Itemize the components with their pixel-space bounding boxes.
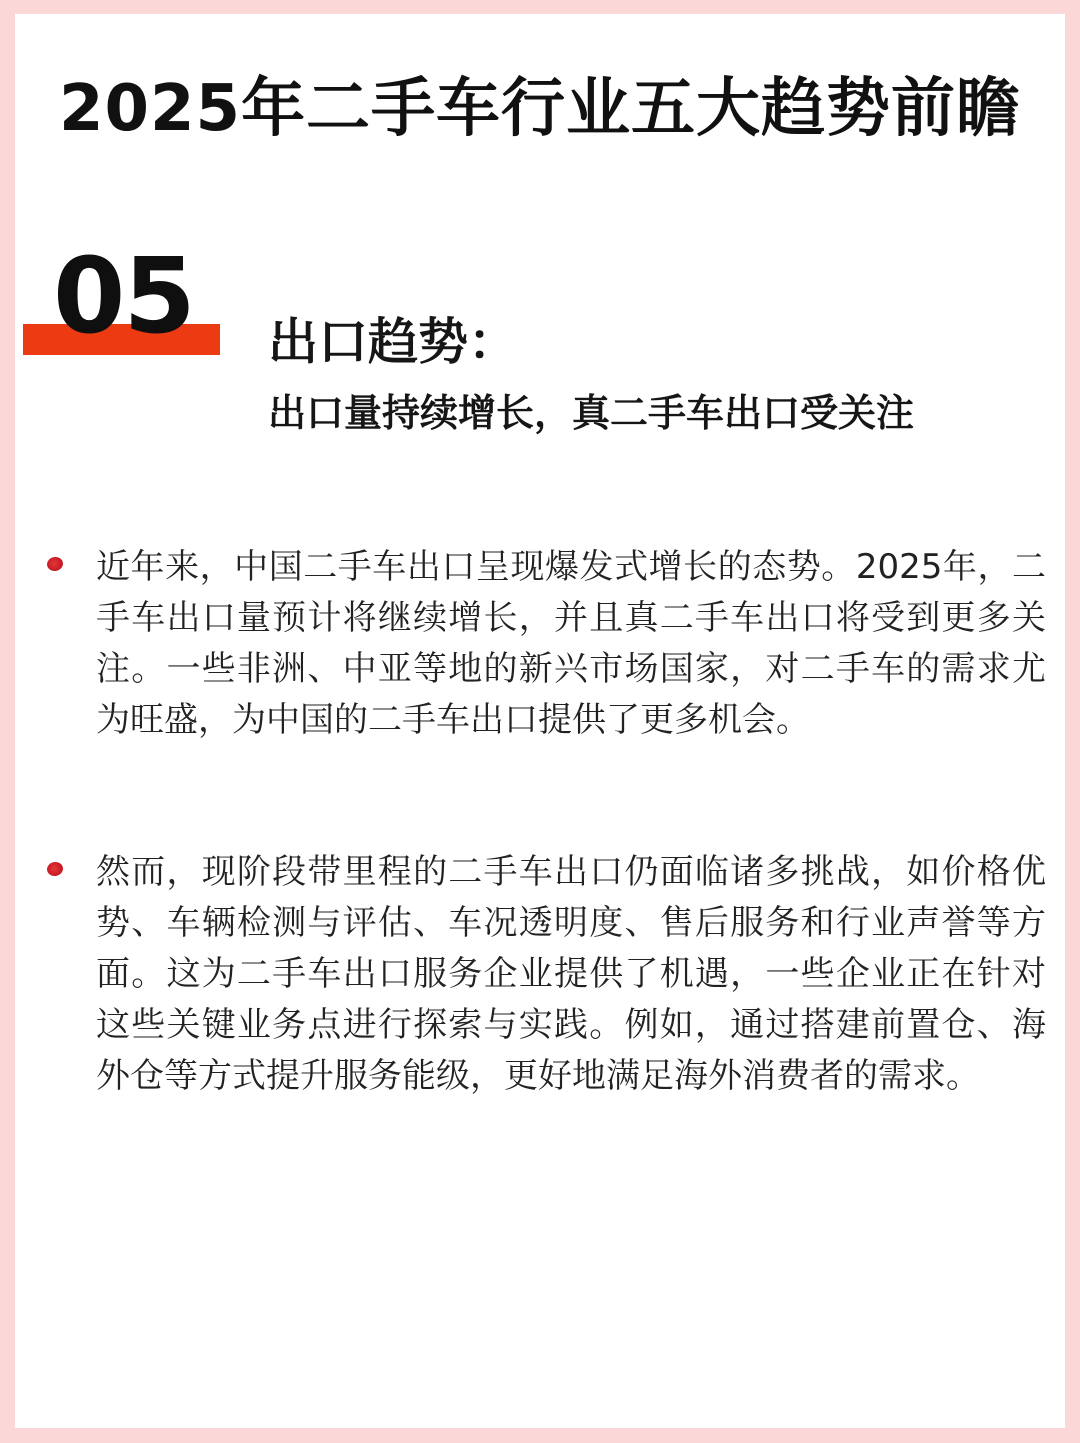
section-subheading: 出口量持续增长，真二手车出口受关注 (268, 391, 915, 435)
section-heading: 出口趋势： (268, 313, 518, 371)
paragraph-2: 然而，现阶段带里程的二手车出口仍面临诸多挑战，如价格优势、车辆检测与评估、车况透明度、售后服务和行业声誉等方面。这为二手车出口服务企业提供了机遇，一些企业正在针对这些关键业务点进行探索与实践。例如，通过搭建前置仓、海外仓等方式提升服务能级，更好地满足海外消费者的需求。 (96, 852, 1046, 1096)
bullet-dot-icon (46, 555, 65, 572)
paragraph-1: 近年来，中国二手车出口呈现爆发式增长的态势。2025年，二手车出口量预计将继续增长，并且真二手车出口将受到更多关注。一些非洲、中亚等地的新兴市场国家，对二手车的需求尤为旺盛，为中国的二手车出口提供了更多机会。 (96, 547, 1046, 740)
page-title: 2025年二手车行业五大趋势前瞻 (58, 72, 1022, 146)
content-card (15, 14, 1065, 1428)
section-number: 05 (53, 235, 194, 357)
bullet-dot-icon (46, 860, 65, 877)
